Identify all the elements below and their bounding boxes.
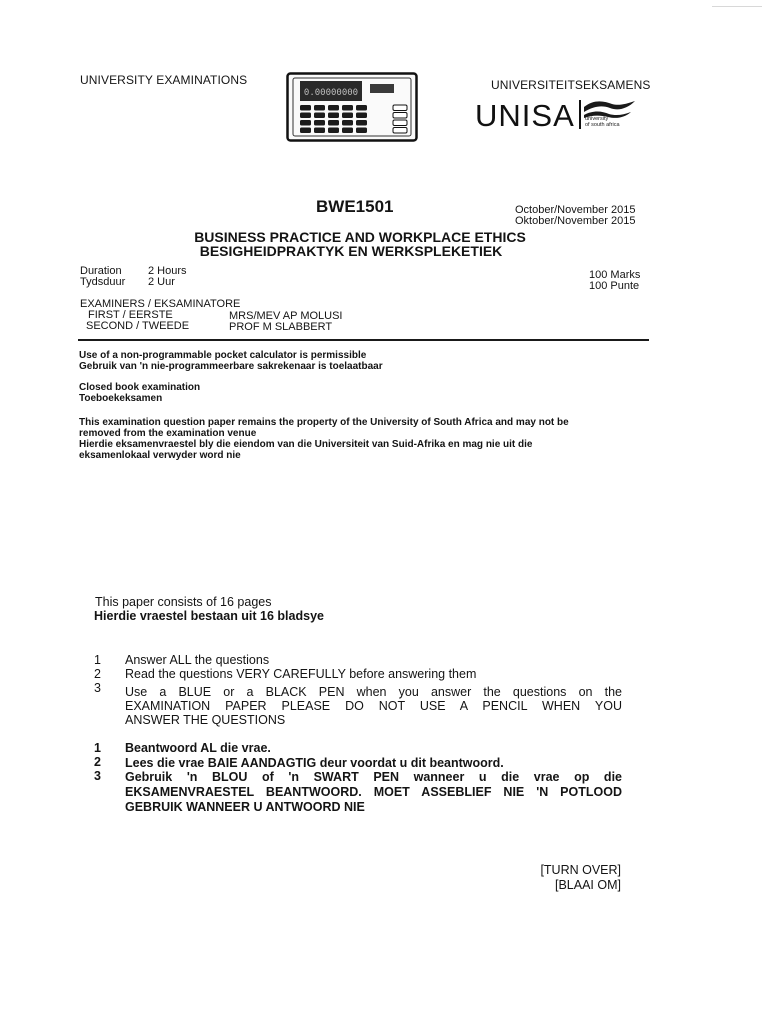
calculator-key xyxy=(300,120,311,126)
calculator-key xyxy=(342,128,353,134)
exam-date-af: Oktober/November 2015 xyxy=(515,215,636,227)
calculator-key xyxy=(342,120,353,126)
page-count-en: This paper consists of 16 pages xyxy=(95,595,272,609)
property-notice-en-line1: This examination question paper remains the property of the University of South Africa and may not be xyxy=(79,417,569,428)
calculator-function-key xyxy=(393,113,407,119)
duration-label-en: Duration xyxy=(80,265,122,277)
divider-rule xyxy=(78,339,649,341)
calculator-function-key xyxy=(393,120,407,126)
calculator-key xyxy=(342,105,353,111)
instruction-text: Read the questions VERY CAREFULLY before answering them xyxy=(125,667,477,681)
calculator-key xyxy=(300,128,311,134)
instruction-number: 2 xyxy=(94,755,101,769)
calculator-key xyxy=(356,113,367,119)
instruction-text: Gebruik 'n BLOU of 'n SWART PEN wanneer u die vrae op die EKSAMENVRAESTEL BEANTWOORD. MOET ASSEBLIEF NIE 'N POTLOOD GEBRUIK WANNEER U ANTWOORD NIE xyxy=(125,770,622,814)
closed-book-en: Closed book examination xyxy=(79,382,201,393)
calculator-key xyxy=(356,120,367,126)
examiners-heading: EXAMINERS / EKSAMINATORE xyxy=(80,298,241,310)
scan-edge-mark xyxy=(712,6,762,7)
examiner-second-name: PROF M SLABBERT xyxy=(229,321,333,333)
calculator-key xyxy=(300,105,311,111)
instruction-number: 2 xyxy=(94,667,101,681)
instruction-text: Lees die vrae BAIE AANDAGTIG deur voordat u dit beantwoord. xyxy=(125,756,504,770)
instruction-number: 3 xyxy=(94,681,101,695)
instruction-text: Beantwoord AL die vrae. xyxy=(125,741,271,755)
duration-label-af: Tydsduur xyxy=(80,276,126,288)
instructions-en xyxy=(94,653,622,728)
property-notice-af-line1: Hierdie eksamenvraestel bly die eiendom van die Universiteit van Suid-Afrika en mag nie uit die xyxy=(79,439,533,450)
page-count-af: Hierdie vraestel bestaan uit 16 bladsye xyxy=(94,609,324,623)
instruction-text: Use a BLUE or a BLACK PEN when you answer the questions on the EXAMINATION PAPER PLEASE DO NOT USE A PENCIL WHEN YOU ANSWER THE QUESTIONS xyxy=(125,685,622,727)
calculator-key xyxy=(314,105,325,111)
exam-title-af: BESIGHEIDPRAKTYK EN WERKSPLEKETIEK xyxy=(199,243,503,259)
examiner-second-role: SECOND / TWEEDE xyxy=(86,320,190,332)
header-left-label: UNIVERSITY EXAMINATIONS xyxy=(80,73,248,87)
calculator-icon xyxy=(286,72,418,142)
unisa-wordmark: UNISA xyxy=(475,98,575,133)
turn-over-en: [TURN OVER] xyxy=(540,863,621,877)
calculator-function-key xyxy=(393,105,407,111)
calculator-key xyxy=(328,128,339,134)
closed-book-af: Toeboekeksamen xyxy=(79,393,163,404)
exam-title-en: BUSINESS PRACTICE AND WORKPLACE ETHICS xyxy=(194,229,526,245)
calculator-key xyxy=(342,113,353,119)
duration-value-af: 2 Uur xyxy=(148,276,175,288)
calculator-notice-en: Use of a non-programmable pocket calculator is permissible xyxy=(79,350,367,361)
header-right-label: UNIVERSITEITSEKSAMENS xyxy=(491,78,651,92)
property-notice-af-line2: eksamenlokaal verwyder word nie xyxy=(79,450,241,461)
calculator-key xyxy=(300,113,311,119)
calculator-key xyxy=(356,128,367,134)
calculator-key xyxy=(328,120,339,126)
exam-date-en: October/November 2015 xyxy=(515,204,636,216)
calculator-notice-af: Gebruik van 'n nie-programmeerbare sakrekenaar is toelaatbaar xyxy=(79,361,383,372)
turn-over-af: [BLAAI OM] xyxy=(555,878,621,892)
calculator-key xyxy=(314,128,325,134)
instruction-text: Answer ALL the questions xyxy=(125,653,270,667)
marks-en: 100 Marks xyxy=(589,269,641,281)
examiner-first-role: FIRST / EERSTE xyxy=(88,309,173,321)
calculator-function-key xyxy=(393,128,407,134)
calculator-key xyxy=(314,120,325,126)
property-notice-en-line2: removed from the examination venue xyxy=(79,428,257,439)
instruction-number: 1 xyxy=(94,741,101,755)
unisa-logo xyxy=(475,98,635,138)
unisa-tagline: university of south africa xyxy=(585,116,620,128)
instruction-number: 1 xyxy=(94,653,101,667)
instructions-af xyxy=(94,741,622,821)
calculator-key xyxy=(356,105,367,111)
exam-code: BWE1501 xyxy=(316,197,394,216)
examiner-first-name: MRS/MEV AP MOLUSI xyxy=(229,310,343,322)
marks-af: 100 Punte xyxy=(589,280,640,292)
calculator-display: 0.00000000 xyxy=(303,88,359,98)
calculator-key xyxy=(328,105,339,111)
calculator-key xyxy=(314,113,325,119)
instruction-number: 3 xyxy=(94,769,101,783)
duration-value-en: 2 Hours xyxy=(148,265,187,277)
calculator-key xyxy=(328,113,339,119)
